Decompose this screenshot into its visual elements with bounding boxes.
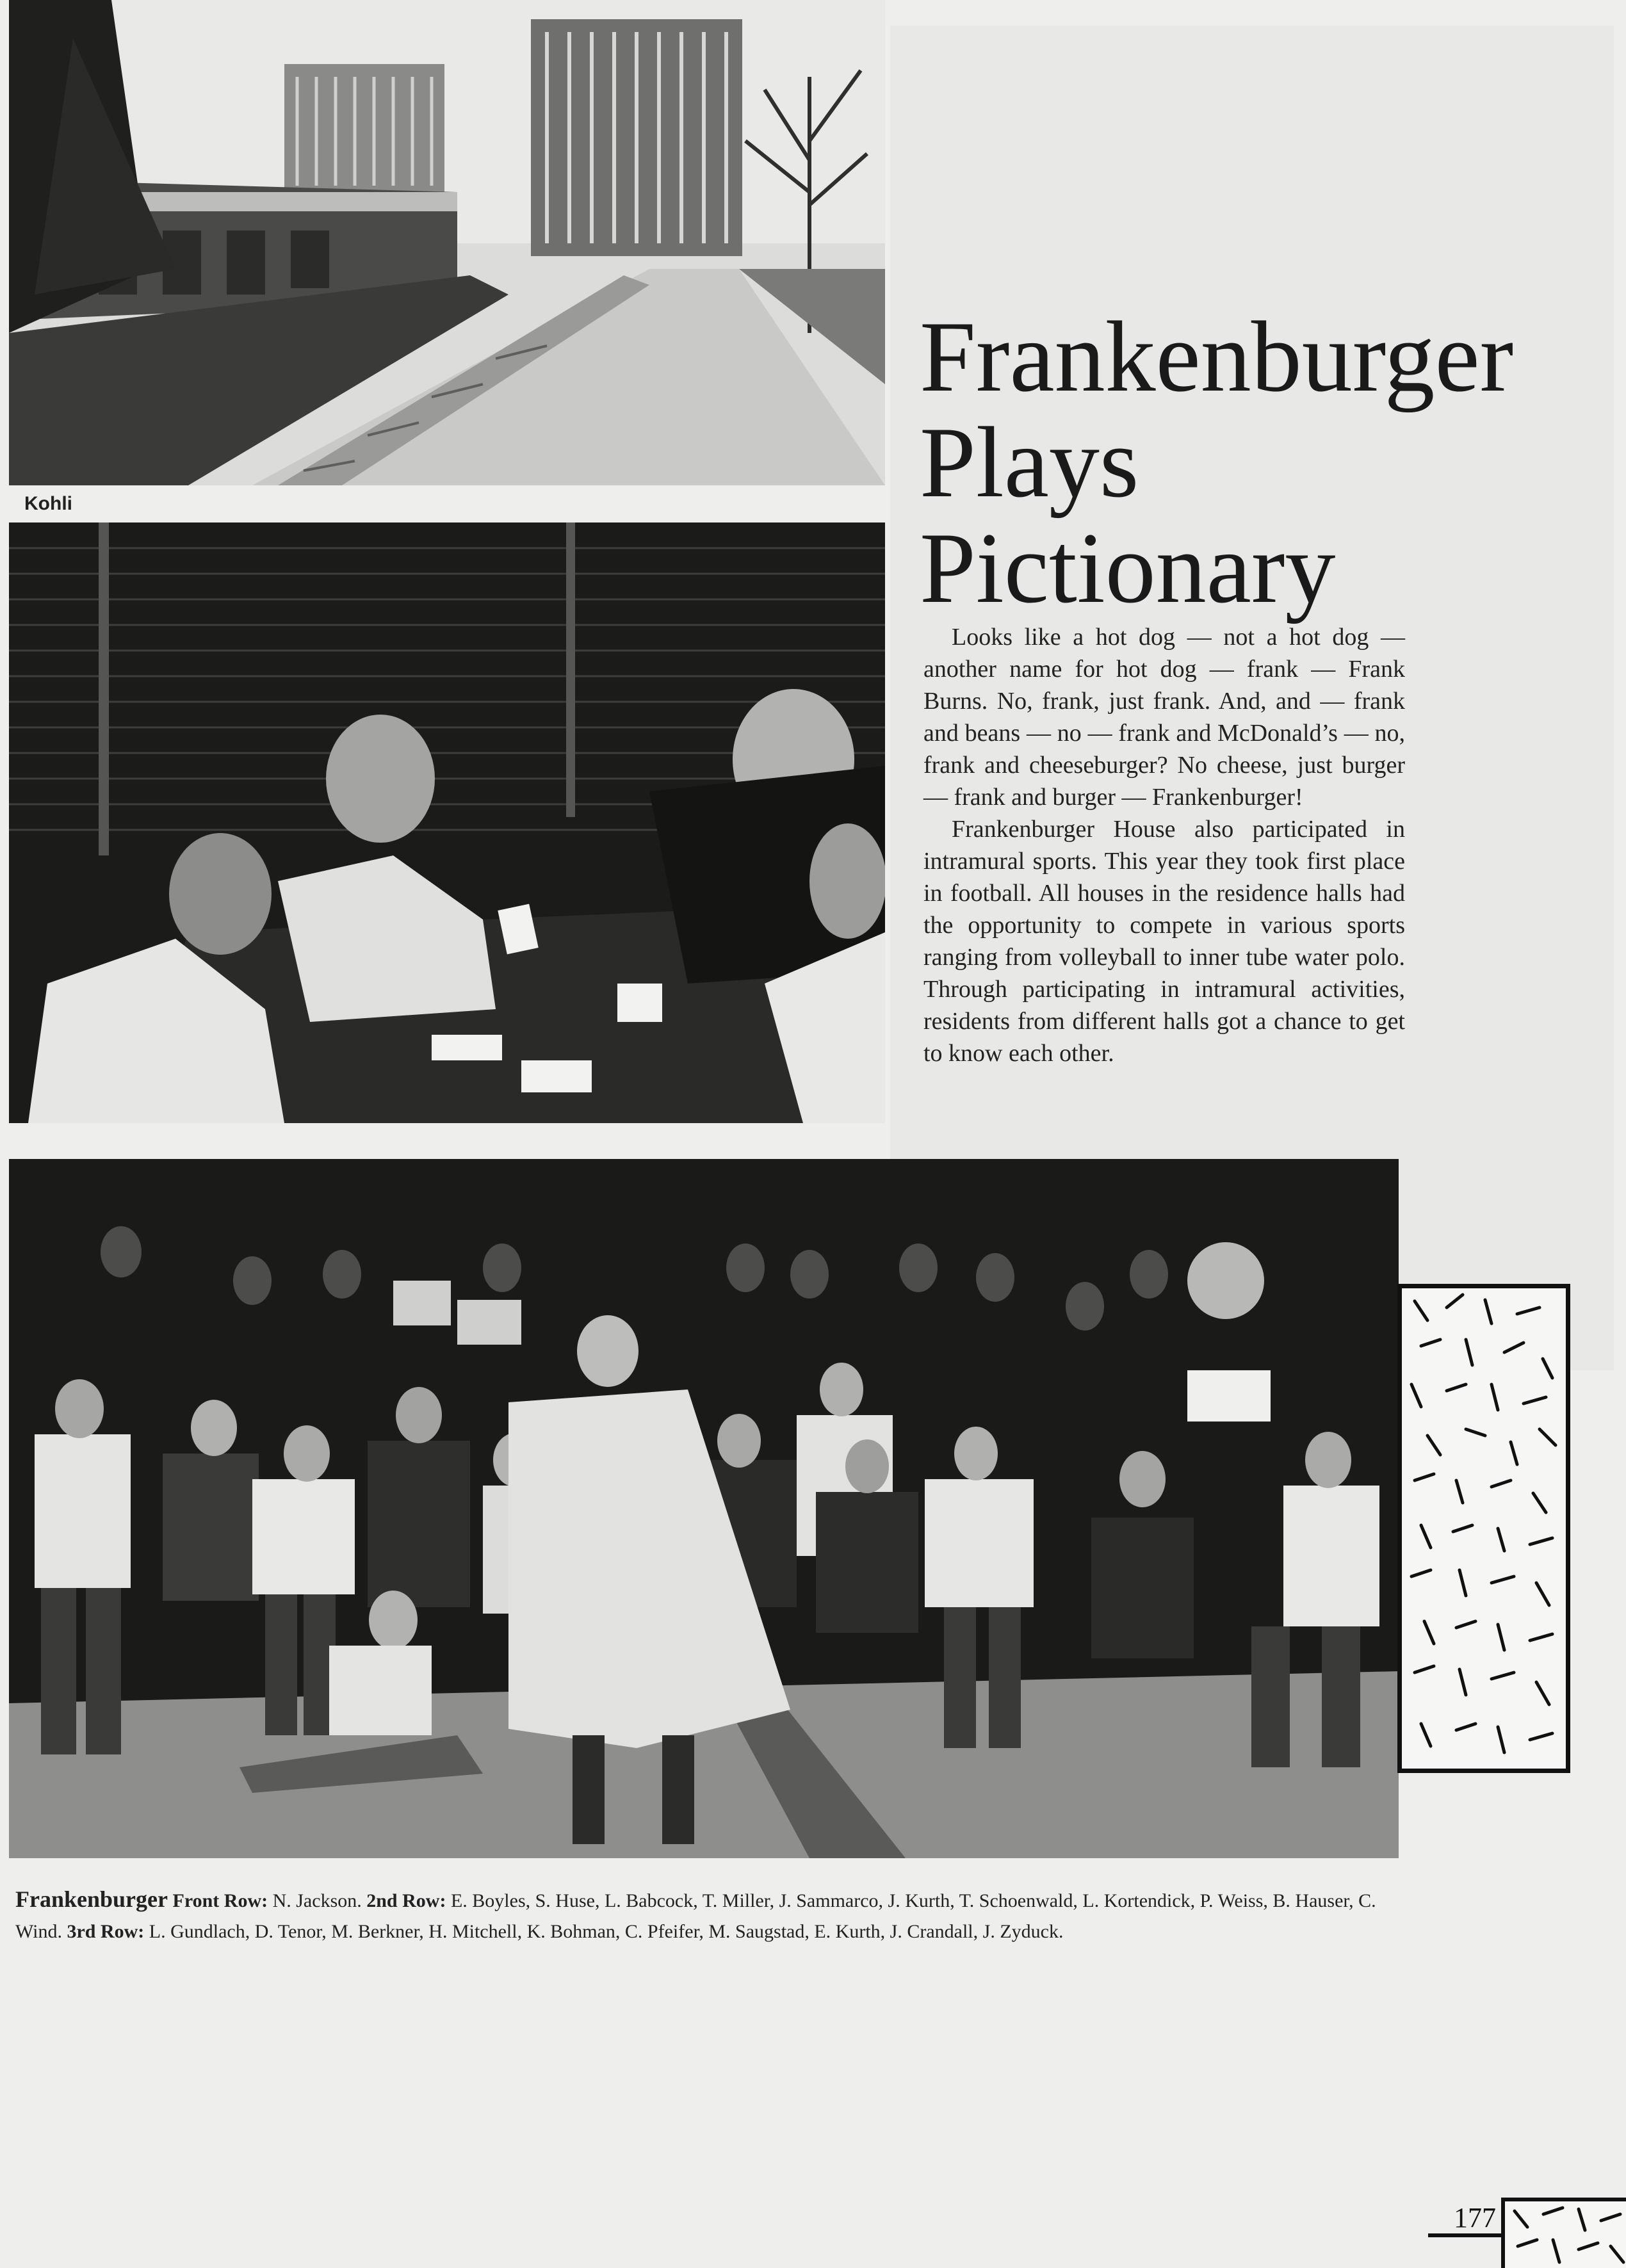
caption-third-row-label: 3rd Row: <box>67 1921 145 1942</box>
headline-line-1: Frankenburger <box>920 301 1514 413</box>
building-photo <box>9 0 885 485</box>
decorative-pattern-box <box>1397 1284 1570 1773</box>
photo-credit: Kohli <box>24 493 72 514</box>
group-photo-caption <box>15 1884 1405 1947</box>
group-photo <box>9 1159 1399 1858</box>
folio-dash-pattern <box>1505 2201 1626 2268</box>
building-photo-image <box>9 0 885 485</box>
card-game-photo <box>9 522 885 1123</box>
card-game-photo-image <box>9 522 885 1123</box>
article-paragraph-1: Looks like a hot dog — not a hot dog — another name for hot dog — frank — Frank Burns. No, frank, just frank. And, and — frank and beans — no — frank and McDonald’s — no, frank and cheeseburger? No cheese, just burger — frank and burger — Frankenburger! <box>923 624 1405 811</box>
caption-group-name: Frankenburger <box>15 1886 168 1912</box>
article-paragraph-2: Frankenburger House also participated in intramural sports. This year they took first place in football. All houses in the residence halls had the opportunity to compete in various sports ranging from volleyball to inner tube water polo. Through participating in intramural activities, residents from different halls got a chance to get to know each other. <box>923 816 1405 1067</box>
caption-second-row-label: 2nd Row: <box>366 1890 446 1911</box>
article-body <box>923 621 1405 1069</box>
caption-third-row: L. Gundlach, D. Tenor, M. Berkner, H. Mitchell, K. Bohman, C. Pfeifer, M. Saugstad, E. Kurth, J. Crandall, J. Zyduck. <box>149 1921 1064 1942</box>
folio-pattern-box <box>1501 2198 1626 2268</box>
page-number: 177 <box>1454 2202 1496 2233</box>
headline-line-2: Plays <box>920 407 1139 519</box>
group-photo-image <box>9 1159 1399 1858</box>
dash-pattern-graphic <box>1402 1288 1566 1769</box>
caption-front-row: N. Jackson. <box>272 1890 362 1911</box>
caption-front-row-label: Front Row: <box>172 1890 268 1911</box>
headline <box>920 301 1618 624</box>
headline-line-3: Pictionary <box>920 512 1336 624</box>
caption-second-row: E. Boyles, S. Huse, L. Babcock, T. Miller, J. Sammarco, J. Kurth, T. Schoenwald, L. Kortendick, P. Weiss, B. Hauser, C. Wind. <box>15 1890 1376 1942</box>
